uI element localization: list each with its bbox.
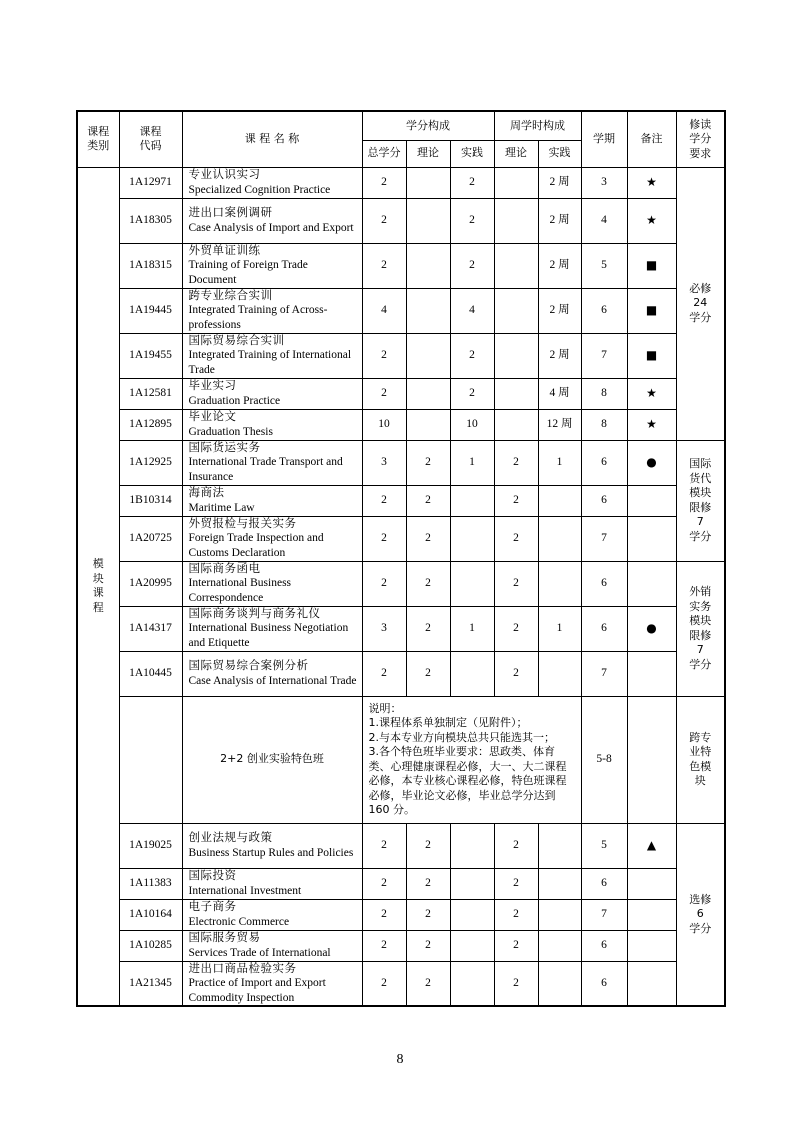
theory-credit: [406, 167, 450, 198]
practice-credit: 2: [450, 198, 494, 243]
semester: 8: [581, 378, 627, 409]
remark-mark: ●: [627, 606, 676, 651]
header-hours-group: 周学时构成: [494, 111, 581, 140]
total-credit: 2: [362, 961, 406, 1006]
course-code: 1A19455: [119, 333, 182, 378]
course-name-en: Maritime Law: [188, 501, 255, 514]
total-credit: 2: [362, 198, 406, 243]
course-code: 1A10445: [119, 651, 182, 696]
remark-mark: ■: [627, 288, 676, 333]
table-row: [77, 899, 725, 930]
semester: 7: [581, 899, 627, 930]
remark-mark: [627, 868, 676, 899]
table-row: [77, 167, 725, 198]
weekly-practice: 2 周: [538, 243, 581, 288]
table-row: [77, 440, 725, 485]
course-name: [182, 868, 362, 899]
total-credit: 2: [362, 516, 406, 561]
course-name: [182, 440, 362, 485]
remark-mark: ●: [627, 440, 676, 485]
remark-mark: [627, 561, 676, 606]
weekly-practice: 2 周: [538, 333, 581, 378]
practice-credit: [450, 899, 494, 930]
weekly-practice: 2 周: [538, 167, 581, 198]
total-credit: 2: [362, 243, 406, 288]
header-code: 课程 代码: [119, 111, 182, 167]
weekly-practice: [538, 899, 581, 930]
special-class-requirement: 跨专 业特 色模 块: [676, 696, 725, 823]
total-credit: 3: [362, 606, 406, 651]
remark-mark: [627, 651, 676, 696]
table-row: [77, 288, 725, 333]
weekly-practice: 2 周: [538, 288, 581, 333]
header-remark: 备注: [627, 111, 676, 167]
total-credit: 2: [362, 651, 406, 696]
course-code: 1A20725: [119, 516, 182, 561]
course-name-en: International Investment: [188, 884, 302, 897]
remark-mark: ★: [627, 198, 676, 243]
total-credit: 2: [362, 167, 406, 198]
course-code: 1A21345: [119, 961, 182, 1006]
course-name: [182, 516, 362, 561]
semester: 5: [581, 243, 627, 288]
weekly-theory: 2: [494, 868, 538, 899]
semester: 6: [581, 606, 627, 651]
weekly-practice: [538, 961, 581, 1006]
weekly-practice: 4 周: [538, 378, 581, 409]
total-credit: 10: [362, 409, 406, 440]
table-row: [77, 198, 725, 243]
course-name-zh: 国际贸易综合案例分析: [188, 660, 309, 672]
theory-credit: 2: [406, 899, 450, 930]
course-name-en: Graduation Practice: [188, 394, 281, 407]
remark-mark: ★: [627, 378, 676, 409]
course-name: [182, 899, 362, 930]
theory-credit: 2: [406, 930, 450, 961]
table-row: [77, 516, 725, 561]
course-code: 1A18305: [119, 198, 182, 243]
weekly-theory: 2: [494, 516, 538, 561]
course-name-zh: 进出口商品检验实务: [188, 962, 297, 975]
course-code: 1A18315: [119, 243, 182, 288]
note-line: 说明：: [368, 701, 402, 715]
table-row: [77, 378, 725, 409]
theory-credit: 2: [406, 485, 450, 516]
theory-credit: 2: [406, 606, 450, 651]
practice-credit: [450, 823, 494, 868]
semester: 4: [581, 198, 627, 243]
special-class-code: [119, 696, 182, 823]
course-name-zh: 国际投资: [188, 870, 237, 882]
table-row: [77, 868, 725, 899]
table-row: [77, 485, 725, 516]
note-line: 3.各个特色班毕业要求：思政类、体育类、心理健康课程必修，大一、大二课程必修，本专业核心课程必修，特色班课程必修，毕业论文必修，毕业总学分达到 160 分。: [368, 745, 567, 816]
remark-mark: ★: [627, 167, 676, 198]
course-name: [182, 823, 362, 868]
weekly-theory: [494, 409, 538, 440]
requirement-export-module: 外销 实务 模块 限修 7 学分: [676, 561, 725, 696]
table-row: [77, 930, 725, 961]
table-row: [77, 243, 725, 288]
course-name: [182, 333, 362, 378]
table-body: [77, 167, 725, 1006]
course-name-zh: 进出口案例调研: [188, 207, 273, 219]
remark-mark: [627, 930, 676, 961]
course-code: 1A19025: [119, 823, 182, 868]
remark-mark: [627, 516, 676, 561]
weekly-practice: 2 周: [538, 198, 581, 243]
semester: 6: [581, 485, 627, 516]
requirement-freight-module: 国际 货代 模块 限修 7 学分: [676, 440, 725, 561]
course-name-zh: 专业认识实习: [188, 169, 261, 181]
header-requirement: 修读 学分 要求: [676, 111, 725, 167]
semester: 6: [581, 930, 627, 961]
course-name-en: International Trade Transport and Insurance: [188, 456, 343, 483]
special-class-semester: 5-8: [581, 696, 627, 823]
semester: 6: [581, 561, 627, 606]
weekly-practice: [538, 561, 581, 606]
practice-credit: [450, 485, 494, 516]
curriculum-table: [76, 110, 726, 1007]
course-name-zh: 创业法规与政策: [188, 832, 273, 844]
course-name: [182, 651, 362, 696]
course-code: 1A12925: [119, 440, 182, 485]
course-name-en: Case Analysis of International Trade: [188, 674, 357, 687]
course-code: 1A10285: [119, 930, 182, 961]
weekly-theory: 2: [494, 823, 538, 868]
weekly-theory: 2: [494, 440, 538, 485]
header-total-credit: 总学分: [362, 140, 406, 167]
practice-credit: 10: [450, 409, 494, 440]
course-name-zh: 毕业实习: [188, 380, 237, 392]
course-code: 1B10314: [119, 485, 182, 516]
weekly-theory: [494, 167, 538, 198]
course-name-en: Specialized Cognition Practice: [188, 183, 331, 196]
course-name: [182, 606, 362, 651]
practice-credit: 2: [450, 333, 494, 378]
header-hours-practice: 实践: [538, 140, 581, 167]
weekly-practice: [538, 930, 581, 961]
weekly-theory: [494, 378, 538, 409]
weekly-theory: 2: [494, 561, 538, 606]
course-name: [182, 288, 362, 333]
page-number: 8: [396, 1052, 404, 1067]
course-name: [182, 198, 362, 243]
total-credit: 2: [362, 868, 406, 899]
course-name: [182, 243, 362, 288]
practice-credit: [450, 868, 494, 899]
semester: 7: [581, 516, 627, 561]
course-name-zh: 外贸单证训练: [188, 244, 261, 257]
semester: 6: [581, 288, 627, 333]
theory-credit: [406, 378, 450, 409]
course-code: 1A11383: [119, 868, 182, 899]
table-row: [77, 333, 725, 378]
total-credit: 2: [362, 485, 406, 516]
total-credit: 2: [362, 333, 406, 378]
requirement-elective: 选修 6 学分: [676, 823, 725, 1006]
header-theory: 理论: [406, 140, 450, 167]
header-category: 课程 类别: [77, 111, 119, 167]
weekly-practice: [538, 823, 581, 868]
course-code: 1A20995: [119, 561, 182, 606]
table-row: [77, 651, 725, 696]
course-name: [182, 378, 362, 409]
total-credit: 2: [362, 823, 406, 868]
course-name-en: International Business Correspondence: [188, 577, 292, 604]
weekly-practice: 1: [538, 440, 581, 485]
course-name-en: Practice of Import and Export Commodity Inspection: [188, 977, 326, 1004]
practice-credit: [450, 651, 494, 696]
semester: 6: [581, 440, 627, 485]
remark-mark: [627, 899, 676, 930]
course-code: 1A12581: [119, 378, 182, 409]
weekly-practice: [538, 651, 581, 696]
course-name-en: International Business Negotiation and Etiquette: [188, 622, 349, 649]
weekly-theory: 2: [494, 651, 538, 696]
total-credit: 2: [362, 899, 406, 930]
weekly-practice: 12 周: [538, 409, 581, 440]
practice-credit: 1: [450, 440, 494, 485]
header-semester: 学期: [581, 111, 627, 167]
requirement-required: 必修 24 学分: [676, 167, 725, 440]
special-class-row: [77, 696, 725, 823]
remark-mark: ★: [627, 409, 676, 440]
total-credit: 4: [362, 288, 406, 333]
course-name: [182, 561, 362, 606]
table-row: [77, 823, 725, 868]
course-code: 1A10164: [119, 899, 182, 930]
course-code: 1A12971: [119, 167, 182, 198]
weekly-practice: [538, 485, 581, 516]
course-name-en: Business Startup Rules and Policies: [188, 846, 354, 859]
course-name-zh: 国际商务函电: [188, 562, 261, 575]
weekly-theory: 2: [494, 961, 538, 1006]
remark-mark: [627, 485, 676, 516]
semester: 5: [581, 823, 627, 868]
theory-credit: 2: [406, 651, 450, 696]
weekly-practice: [538, 516, 581, 561]
course-name-zh: 电子商务: [188, 901, 237, 913]
theory-credit: [406, 198, 450, 243]
practice-credit: 2: [450, 378, 494, 409]
weekly-theory: [494, 198, 538, 243]
course-name: [182, 167, 362, 198]
theory-credit: 2: [406, 961, 450, 1006]
course-name-en: Integrated Training of Across-professions: [188, 304, 328, 331]
table-row: [77, 409, 725, 440]
theory-credit: 2: [406, 516, 450, 561]
semester: 7: [581, 651, 627, 696]
theory-credit: 2: [406, 868, 450, 899]
course-name-en: Graduation Thesis: [188, 425, 273, 438]
course-name-en: Integrated Training of International Trade: [188, 349, 352, 376]
total-credit: 2: [362, 930, 406, 961]
semester: 3: [581, 167, 627, 198]
practice-credit: [450, 961, 494, 1006]
semester: 6: [581, 961, 627, 1006]
course-name: [182, 930, 362, 961]
special-class-note: [362, 696, 581, 823]
table-row: [77, 561, 725, 606]
table-row: [77, 961, 725, 1006]
practice-credit: [450, 930, 494, 961]
header-practice: 实践: [450, 140, 494, 167]
theory-credit: [406, 288, 450, 333]
weekly-theory: [494, 333, 538, 378]
theory-credit: 2: [406, 823, 450, 868]
course-name: [182, 409, 362, 440]
header-credit-group: 学分构成: [362, 111, 494, 140]
semester: 7: [581, 333, 627, 378]
theory-credit: 2: [406, 561, 450, 606]
course-name-zh: 跨专业综合实训: [188, 289, 273, 302]
course-name-en: Services Trade of International: [188, 946, 331, 959]
course-name-en: Case Analysis of Import and Export: [188, 221, 354, 234]
special-class-remark: [627, 696, 676, 823]
course-code: 1A14317: [119, 606, 182, 651]
semester: 8: [581, 409, 627, 440]
weekly-theory: 2: [494, 930, 538, 961]
weekly-practice: 1: [538, 606, 581, 651]
practice-credit: 2: [450, 243, 494, 288]
remark-mark: ▲: [627, 823, 676, 868]
practice-credit: 2: [450, 167, 494, 198]
remark-mark: ■: [627, 243, 676, 288]
practice-credit: [450, 516, 494, 561]
note-line: 2.与本专业方向模块总共只能选其一；: [368, 730, 555, 744]
course-code: 1A12895: [119, 409, 182, 440]
course-name: [182, 485, 362, 516]
course-name-zh: 国际服务贸易: [188, 932, 261, 944]
weekly-theory: 2: [494, 606, 538, 651]
course-name-zh: 毕业论文: [188, 411, 237, 423]
header-course-name: 课 程 名 称: [182, 111, 362, 167]
practice-credit: 1: [450, 606, 494, 651]
weekly-theory: 2: [494, 899, 538, 930]
total-credit: 2: [362, 561, 406, 606]
table-row: [77, 606, 725, 651]
remark-mark: [627, 961, 676, 1006]
weekly-theory: [494, 243, 538, 288]
header-hours-theory: 理论: [494, 140, 538, 167]
theory-credit: 2: [406, 440, 450, 485]
practice-credit: 4: [450, 288, 494, 333]
semester: 6: [581, 868, 627, 899]
remark-mark: ■: [627, 333, 676, 378]
theory-credit: [406, 333, 450, 378]
course-name-zh: 海商法: [188, 487, 225, 499]
course-name-zh: 外贸报检与报关实务: [188, 517, 297, 530]
weekly-practice: [538, 868, 581, 899]
total-credit: 2: [362, 378, 406, 409]
course-code: 1A19445: [119, 288, 182, 333]
practice-credit: [450, 561, 494, 606]
course-name-zh: 国际贸易综合实训: [188, 334, 285, 347]
course-name: [182, 961, 362, 1006]
weekly-theory: [494, 288, 538, 333]
course-name-en: Training of Foreign Trade Document: [188, 259, 308, 286]
category-module-courses: 模 块 课 程: [77, 167, 119, 1006]
note-line: 1.课程体系单独制定（见附件）；: [368, 716, 528, 729]
total-credit: 3: [362, 440, 406, 485]
special-class-name: 2+2 创业实验特色班: [182, 696, 362, 823]
theory-credit: [406, 243, 450, 288]
course-name-zh: 国际商务谈判与商务礼仪: [188, 607, 321, 620]
course-name-zh: 国际货运实务: [188, 441, 261, 454]
course-name-en: Foreign Trade Inspection and Customs Declaration: [188, 532, 324, 559]
course-name-en: Electronic Commerce: [188, 915, 290, 928]
theory-credit: [406, 409, 450, 440]
weekly-theory: 2: [494, 485, 538, 516]
